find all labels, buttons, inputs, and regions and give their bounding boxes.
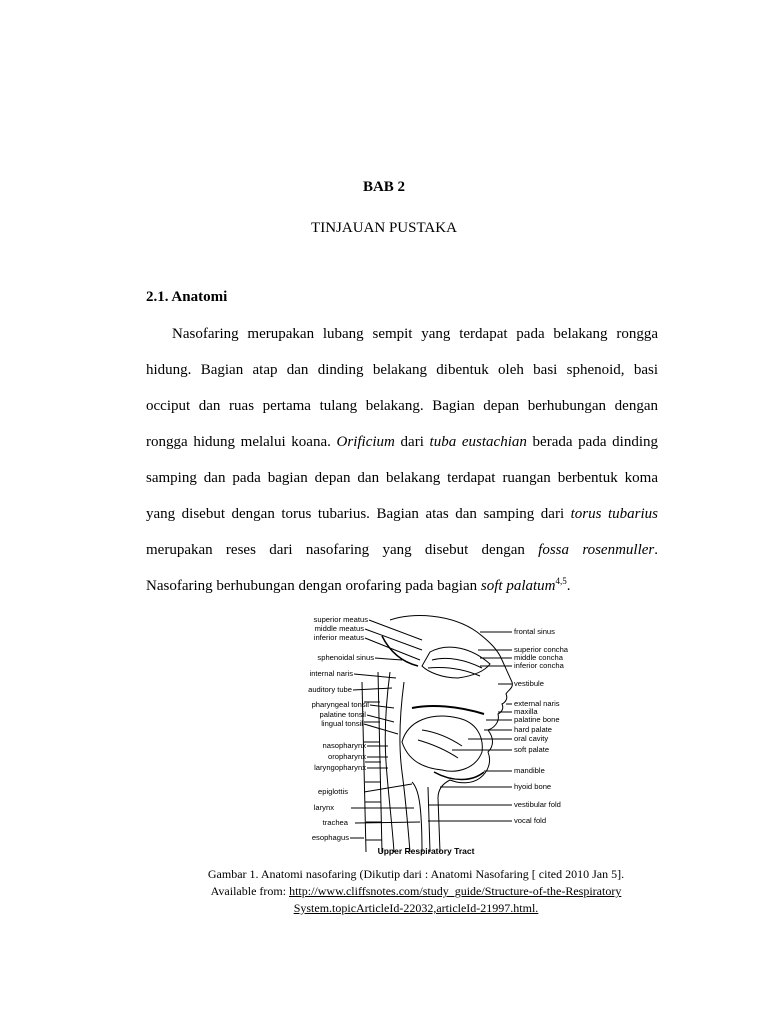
fig-label-right: superior concha — [514, 645, 569, 654]
fig-label-left: oropharynx — [328, 752, 366, 761]
caption-line — [160, 883, 672, 900]
text-run: dari — [394, 434, 430, 450]
paragraph-line — [146, 532, 658, 568]
italic-term: torus tubarius — [570, 506, 658, 522]
fig-label-right: maxilla — [514, 707, 538, 716]
source-link[interactable]: http://www.cliffsnotes.com/study_guide/Structure-of-the-Respiratory — [289, 884, 622, 898]
fig-label-left: pharyngeal tonsil — [311, 700, 369, 709]
fig-label-left: internal naris — [309, 669, 353, 678]
text-run: yang disebut dengan torus tubarius. Bagian atas dan samping dari — [146, 506, 571, 522]
fig-label-right: oral cavity — [514, 734, 549, 743]
paragraph-line: occiput dan ruas pertama tulang belakang. Bagian depan berhubungan dengan — [146, 398, 658, 414]
fig-label-right: frontal sinus — [514, 627, 555, 636]
fig-label-right: middle concha — [514, 653, 563, 662]
paragraph-line: samping dan pada bagian depan dan belakang terdapat ruangan berbentuk koma — [146, 470, 658, 486]
fig-label-left: palatine tonsil — [319, 710, 366, 719]
anatomy-figure — [262, 612, 569, 860]
fig-label-left: larynx — [313, 803, 334, 812]
fig-label-left: nasopharynx — [322, 741, 366, 750]
figure-title: Upper Respiratory Tract — [377, 846, 475, 856]
chapter-number: BAB 2 — [362, 179, 406, 195]
citation-ref: 4,5 — [555, 576, 567, 586]
fig-label-right: vocal fold — [514, 816, 547, 825]
fig-label-left: trachea — [322, 818, 348, 827]
fig-label-right: hard palate — [514, 725, 552, 734]
fig-label-left: lingual tonsil — [321, 719, 363, 728]
chapter-title: TINJAUAN PUSTAKA — [311, 220, 457, 236]
text-run: merupakan reses dari nasofaring yang disebut dengan — [146, 542, 539, 558]
italic-term: soft palatum — [480, 578, 556, 594]
text-run: berada pada dinding — [526, 434, 658, 450]
source-link-continued[interactable]: System.topicArticleId-22032,articleId-21997.html. — [293, 901, 539, 915]
section-heading: 2.1. Anatomi — [146, 289, 228, 305]
paragraph-line: hidung. Bagian atap dan dinding belakang dibentuk oleh basi sphenoid, basi — [146, 362, 658, 378]
fig-label-right: mandible — [514, 766, 545, 775]
paragraph-line: Nasofaring merupakan lubang sempit yang terdapat pada belakang rongga — [172, 326, 658, 342]
fig-label-left: esophagus — [311, 833, 349, 842]
fig-label-right: inferior concha — [514, 661, 564, 670]
fig-label-left: laryngopharynx — [314, 763, 366, 772]
fig-label-left: epiglottis — [318, 787, 348, 796]
caption-text: Available from: — [210, 884, 290, 898]
italic-term: Orificium — [336, 434, 395, 450]
caption-line — [160, 900, 672, 917]
fig-label-right: soft palate — [514, 745, 550, 754]
text-run: Nasofaring berhubungan dengan orofaring pada bagian — [146, 578, 481, 594]
paragraph-line — [146, 424, 658, 460]
fig-label-left: inferior meatus — [313, 633, 364, 642]
italic-term: tuba eustachian — [429, 434, 527, 450]
text-run: rongga hidung melalui koana. — [146, 434, 337, 450]
respiratory-tract-diagram — [262, 612, 569, 860]
text-run: . — [654, 542, 659, 558]
paragraph-line — [146, 496, 658, 532]
fig-label-left: middle meatus — [314, 624, 364, 633]
fig-label-left: auditory tube — [308, 685, 352, 694]
fig-label-right: vestibular fold — [514, 800, 561, 809]
italic-term: fossa rosenmuller — [538, 542, 655, 558]
fig-label-left: sphenoidal sinus — [317, 653, 374, 662]
fig-label-right: hyoid bone — [514, 782, 552, 791]
fig-label-right: external naris — [514, 699, 560, 708]
paragraph-line — [146, 568, 658, 604]
fig-label-left: superior meatus — [313, 615, 368, 624]
fig-label-right: vestibule — [514, 679, 544, 688]
text-run: . — [566, 578, 571, 594]
body-paragraph — [146, 316, 658, 604]
figure-caption — [160, 866, 672, 917]
fig-label-right: palatine bone — [514, 715, 560, 724]
caption-line: Gambar 1. Anatomi nasofaring (Dikutip dari : Anatomi Nasofaring [ cited 2010 Jan 5]. — [207, 867, 625, 881]
